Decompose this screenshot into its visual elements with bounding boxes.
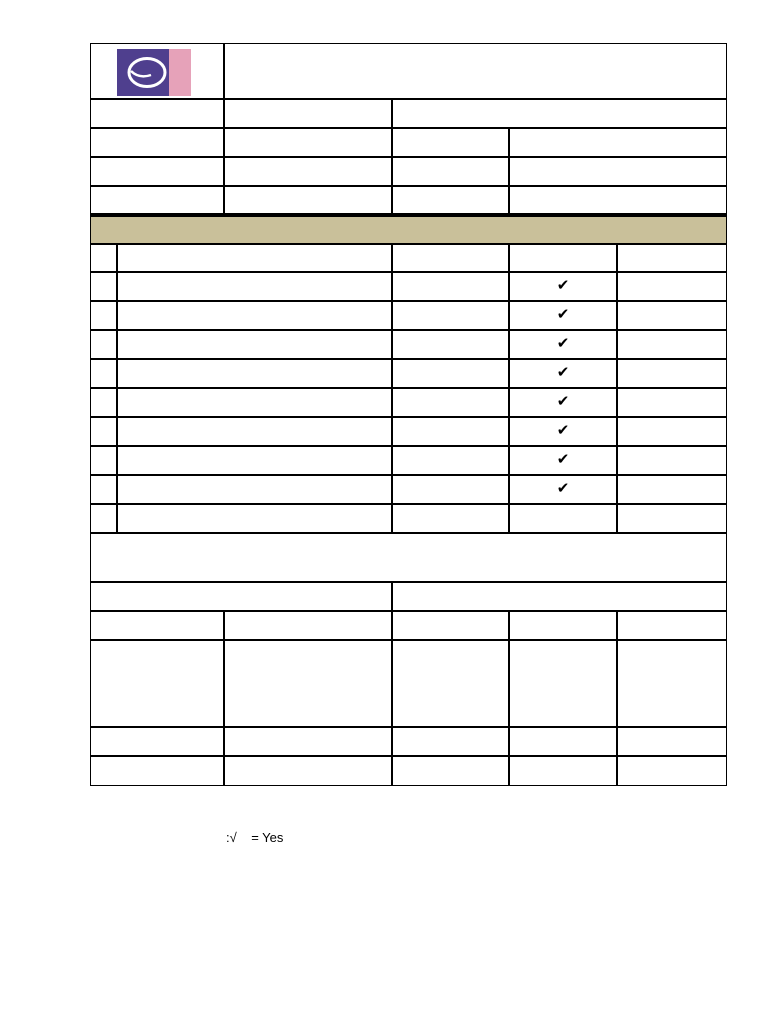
checklist-number-divider: [116, 243, 118, 532]
check-row-rule-5: [90, 387, 727, 389]
info-rule-1: [90, 127, 727, 129]
check-row-rule-3: [90, 329, 727, 331]
signature-divider-1: [223, 610, 225, 786]
check-row-rule-1: [90, 271, 727, 273]
logo-accent: [169, 49, 191, 96]
logo-swoosh-icon: [117, 49, 169, 96]
checkmark-icon: ✔: [556, 392, 570, 410]
section-header-band: [91, 216, 726, 243]
checklist-divider-2: [508, 243, 510, 532]
check-row-rule-7: [90, 445, 727, 447]
check-row-rule-2: [90, 300, 727, 302]
legend-symbol: :√: [226, 830, 237, 845]
checkmark-icon: ✔: [556, 276, 570, 294]
check-row-rule-8: [90, 474, 727, 476]
checklist-divider-3: [616, 243, 618, 532]
checkmark-icon: ✔: [556, 450, 570, 468]
header-rule: [90, 98, 727, 100]
header-divider-1: [223, 43, 225, 215]
name-row-rule: [90, 755, 727, 757]
signature-header-rule: [90, 610, 727, 612]
remarks-rule: [90, 581, 727, 583]
header-divider-2: [391, 98, 393, 215]
checkmark-icon: ✔: [556, 421, 570, 439]
signature-label-rule: [90, 639, 727, 641]
checkmark-icon: ✔: [556, 479, 570, 497]
checklist-divider-1: [391, 243, 393, 532]
info-rule-3: [90, 185, 727, 187]
check-row-rule-6: [90, 416, 727, 418]
checkmark-icon: ✔: [556, 305, 570, 323]
signature-divider-2: [508, 610, 510, 786]
header-divider-3: [508, 127, 510, 215]
check-row-rule-4: [90, 358, 727, 360]
signature-divider-mid: [391, 581, 393, 786]
logo-mark: [117, 49, 169, 96]
checkmark-icon: ✔: [556, 334, 570, 352]
legend-text: = Yes: [251, 830, 284, 845]
band-bottom-rule: [90, 243, 727, 245]
signature-divider-3: [616, 610, 618, 786]
form-frame: [90, 43, 727, 786]
check-row-rule-9: [90, 503, 727, 505]
legend: [226, 830, 283, 846]
info-rule-2: [90, 156, 727, 158]
checkmark-icon: ✔: [556, 363, 570, 381]
check-row-rule-10: [90, 532, 727, 534]
signature-space-rule: [90, 726, 727, 728]
band-top-rule: [90, 215, 727, 217]
company-logo: [117, 49, 191, 96]
